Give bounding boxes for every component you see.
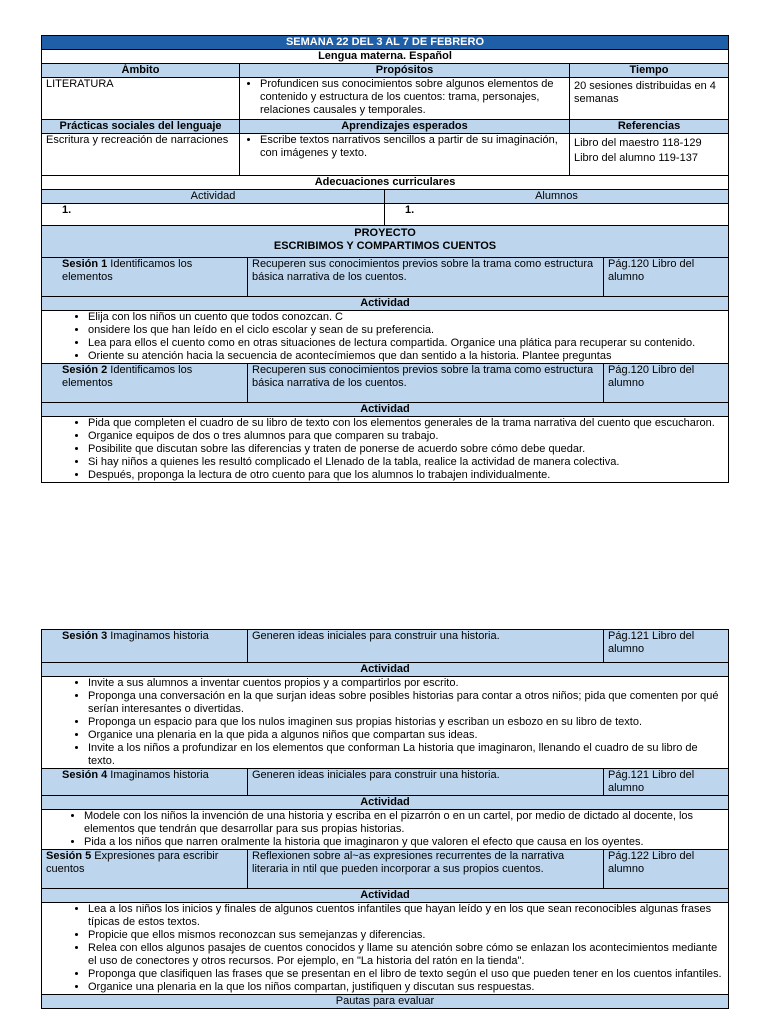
- referencia-maestro: Libro del maestro 118-129: [574, 137, 702, 149]
- sesion-3-item: • Organice una plenaria en la que pida a algunos niños que compartan sus ideas.: [88, 729, 724, 742]
- sesion-2-aprendizaje: Recuperen sus conocimientos previos sobre la trama como estructura básica narrativa de los cuentos.: [248, 364, 604, 403]
- sesion-2-actividades: [42, 417, 729, 483]
- sesion-1-item: • Elija con los niños un cuento que todos conozcan. C: [88, 311, 724, 324]
- sesion-1-actividades: [42, 311, 729, 364]
- planning-table-page-2: [41, 629, 728, 1009]
- sesion-5-name: [42, 850, 248, 889]
- sesion-1-num: Sesión 1: [62, 258, 108, 270]
- sesion-1-item: • onsidere los que han leído en el ciclo escolar y sean de su preferencia.: [88, 324, 724, 337]
- sesion-4-actividades: [42, 810, 729, 850]
- proposito-item: • Profundicen sus conocimientos sobre algunos elementos de contenido y estructura de los cuentos: trama, personajes, relaciones causales y temporales.: [260, 78, 565, 117]
- sesion-2-actividad-label: Actividad: [42, 403, 729, 417]
- week-title: SEMANA 22 DEL 3 AL 7 DE FEBRERO: [42, 36, 729, 50]
- sesion-4-ref: Pág.121 Libro del alumno: [604, 769, 729, 796]
- sesion-4-actividad-label: Actividad: [42, 796, 729, 810]
- adecuaciones-col-actividad: Actividad: [42, 190, 385, 204]
- proyecto-title: ESCRIBIMOS Y COMPARTIMOS CUENTOS: [273, 240, 497, 252]
- sesion-1-ref: Pág.120 Libro del alumno: [604, 258, 729, 297]
- sesion-4-item: • Pida a los niños que narren oralmente la historia que imaginaron y que valoren el efecto que causa en los oyentes.: [84, 836, 724, 849]
- adecuaciones-table: [41, 175, 729, 226]
- col-referencias: Referencias: [570, 120, 729, 134]
- sesion-5-item: • Lea a los niños los inicios y finales de algunos cuentos infantiles que hayan leído y en los que sean reconocibles algunas frases típicas de estos textos.: [88, 903, 724, 929]
- aprendizaje-item: • Escribe textos narrativos sencillos a partir de su imaginación, con imágenes y texto.: [260, 134, 565, 160]
- sesion-1-actividad-label: Actividad: [42, 297, 729, 311]
- propositos-cell: [240, 78, 570, 120]
- sesion-2-item: • Organice equipos de dos o tres alumnos para que comparen su trabajo.: [88, 430, 724, 443]
- sesion-5-item: • Relea con ellos algunos pasajes de cuentos conocidos y llame su atención sobre cómo se enlazan los acontecimientos mediante el uso de conectores y otros recursos. Por ejemplo, en "La historia del ratón en la tienda".: [88, 942, 724, 968]
- sesion-5-aprendizaje: Reflexionen sobre al~as expresiones recurrentes de la narrativa literaria in ntil que pueden incorporar a sus propios cuentos.: [248, 850, 604, 889]
- sesion-3-actividades: [42, 677, 729, 769]
- sesion-5-item: • Propicie que ellos mismos reconozcan sus semejanzas y diferencias.: [88, 929, 724, 942]
- sesion-1-aprendizaje: Recuperen sus conocimientos previos sobre la trama como estructura básica narrativa de los cuentos.: [248, 258, 604, 297]
- sesion-5-ref: Pág.122 Libro del alumno: [604, 850, 729, 889]
- sesion-2-num: Sesión 2: [62, 364, 108, 376]
- proyecto-header: [42, 226, 729, 258]
- adecuaciones-title: Adecuaciones curriculares: [42, 176, 729, 190]
- sesion-3-item: • Invite a sus alumnos a inventar cuentos propios y a compartirlos por escrito.: [88, 677, 724, 690]
- sesion-3-actividad-label: Actividad: [42, 663, 729, 677]
- sesion-5-actividades: [42, 903, 729, 995]
- sesion-2-ref: Pág.120 Libro del alumno: [604, 364, 729, 403]
- sesion-3-name: [42, 630, 248, 663]
- col-ambito: Ámbito: [42, 64, 240, 78]
- sesion-3-num: Sesión 3: [62, 630, 108, 642]
- sesion-1-item: • Lea para ellos el cuento como en otras situaciones de lectura compartida. Organice una plática para recuperar su contenido.: [88, 337, 724, 350]
- subject-title: Lengua materna. Español: [42, 50, 729, 64]
- sessions-table-2: [41, 629, 729, 1009]
- sesion-2-item: • Posibilite que discutan sobre las diferencias y traten de ponerse de acuerdo sobre cómo debe quedar.: [88, 443, 724, 456]
- sesion-2-title: Identificamos los elementos: [62, 364, 193, 389]
- header-table: [41, 35, 729, 176]
- sesion-4-aprendizaje: Generen ideas iniciales para construir una historia.: [248, 769, 604, 796]
- sessions-table-1: [41, 225, 729, 483]
- aprendizajes-cell: [240, 134, 570, 176]
- sesion-4-num: Sesión 4: [62, 769, 108, 781]
- sesion-4-title: Imaginamos historia: [107, 769, 209, 781]
- sesion-3-ref: Pág.121 Libro del alumno: [604, 630, 729, 663]
- sesion-2-item: • Si hay niños a quienes les resultó complicado el Llenado de la tabla, realice la actividad de manera colectiva.: [88, 456, 724, 469]
- col-aprendizajes: Aprendizajes esperados: [240, 120, 570, 134]
- sesion-3-title: Imaginamos historia: [107, 630, 209, 642]
- sesion-2-name: [42, 364, 248, 403]
- referencia-alumno: Libro del alumno 119-137: [574, 152, 698, 164]
- sesion-4-name: [42, 769, 248, 796]
- sesion-2-item: • Después, proponga la lectura de otro cuento para que los alumnos lo trabajen individualmente.: [88, 469, 724, 482]
- sesion-3-item: • Invite a los niños a profundizar en los elementos que conforman La historia que imaginaron, llenando el cuadro de su libro de texto.: [88, 742, 724, 768]
- sesion-1-item: • Oriente su atención hacia la secuencia de acontecímiemos que dan sentido a la historia. Plantee preguntas: [88, 350, 724, 363]
- sesion-2-item: • Pida que completen el cuadro de su libro de texto con los elementos generales de la trama narrativa del cuento que escucharon.: [88, 417, 724, 430]
- col-practicas: Prácticas sociales del lenguaje: [42, 120, 240, 134]
- practicas-value: Escritura y recreación de narraciones: [42, 134, 240, 176]
- sesion-5-title: Expresiones para escribir cuentos: [46, 850, 219, 875]
- sesion-4-item: • Modele con los niños la invención de una historia y escriba en el pizarrón o en un cartel, por medio de dictado al docente, los elementos que tendrán que desarrollar para sus propias historias.: [84, 810, 724, 836]
- referencias-cell: [570, 134, 729, 176]
- adecuaciones-col-alumnos: Alumnos: [385, 190, 729, 204]
- tiempo-value: 20 sesiones distribuidas en 4 semanas: [570, 78, 729, 120]
- adecuaciones-num-alumnos: 1.: [385, 204, 729, 226]
- col-tiempo: Tiempo: [570, 64, 729, 78]
- sesion-3-item: • Proponga una conversación en la que surjan ideas sobre posibles historias para contar a otros niños; pida que comenten por qué serían interesantes o divertidas.: [88, 690, 724, 716]
- sesion-5-item: • Organice una plenaria en la que los niños compartan, justifiquen y discutan sus respuestas.: [88, 981, 724, 994]
- sesion-3-item: • Proponga un espacio para que los nulos imaginen sus propias historias y escriban un esbozo en su libro de texto.: [88, 716, 724, 729]
- sesion-1-name: [42, 258, 248, 297]
- pautas-evaluar: Pautas para evaluar: [42, 995, 729, 1009]
- sesion-3-aprendizaje: Generen ideas iniciales para construir una historia.: [248, 630, 604, 663]
- sesion-5-actividad-label: Actividad: [42, 889, 729, 903]
- adecuaciones-num-actividad: 1.: [42, 204, 385, 226]
- proyecto-label: PROYECTO: [354, 227, 416, 239]
- sesion-1-title: Identificamos los elementos: [62, 258, 193, 283]
- col-propositos: Propósitos: [240, 64, 570, 78]
- sesion-5-num: Sesión 5: [46, 850, 92, 862]
- ambito-value: LITERATURA: [42, 78, 240, 120]
- planning-table-page-1: [41, 35, 728, 483]
- sesion-5-item: • Proponga que clasifiquen las frases que se presentan en el libro de texto según el uso que pueden tener en los cuentos infantiles.: [88, 968, 724, 981]
